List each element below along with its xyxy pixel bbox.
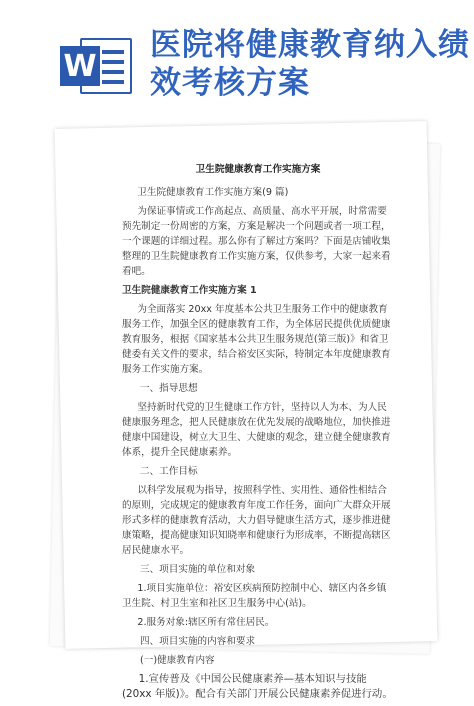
document-paragraph: 2.服务对象:辖区所有常住居民。	[137, 617, 275, 628]
document-paragraph: 坚持新时代党的卫生健康工作方针，坚持以人为本、为人民健康服务理念，把人民健康放在优先发展的战略地位，加快推进健康中国建设，树立大卫生、大健康的观念，建立健全健康教育体系，提升全民健康素养。	[122, 402, 391, 458]
word-letter-badge: W	[60, 46, 100, 86]
document-paragraph: 三、项目实施的单位和对象	[140, 564, 256, 575]
document-paragraph: 卫生院健康教育工作实施方案(9 篇)	[137, 187, 289, 198]
document-paragraph: (一)健康教育内容	[140, 655, 215, 666]
document-heading: 卫生院健康教育工作实施方案	[195, 164, 321, 175]
page-title: 医院将健康教育纳入绩效考核方案	[150, 27, 470, 101]
document-paragraph: 1.项目实施单位：裕安区疾病预防控制中心、辖区内各乡镇卫生院、村卫生室和社区卫生服务中心(站)。	[122, 583, 387, 609]
document-paragraph: 四、项目实施的内容和要求	[140, 636, 256, 647]
word-document-icon	[60, 38, 134, 94]
document-paragraph: 为全面落实 20xx 年度基本公共卫生服务工作中的健康教育服务工作，加强全区的健康教育工作，为全体居民提供优质健康教育服务，根据《国家基本公共卫生服务规范(第三版)》和省卫健委有关文件的要求，结合裕安区实际，特制定本年度健康教育服务工作实施方案。	[122, 304, 391, 375]
document-paragraph: 二、工作目标	[140, 466, 198, 477]
document-paragraph: 一、指导思想	[140, 383, 198, 394]
document-paragraph: 卫生院健康教育工作实施方案 1	[122, 285, 257, 296]
document-paragraphs	[122, 185, 394, 702]
document-paragraph: 1.宣传普及《中国公民健康素养—基本知识与技能 (20xx 年版)》。配合有关部门开展公民健康素养促进行动。	[122, 673, 393, 700]
document-paragraph: 为保证事情或工作高起点、高质量、高水平开展，时常需要预先制定一份周密的方案，方案是解决一个问题或者一项工程，一个课题的详细过程。那么你有了解过方案吗？下面是店铺收集整理的卫生院健康教育工作实施方案，仅供参考，大家一起来看看吧。	[122, 206, 391, 277]
document-paragraph: 以科学发展观为指导，按照科学性、实用性、通俗性相结合的原则，完成规定的健康教育年度工作任务，面向广大群众开展形式多样的健康教育活动，大力倡导健康生活方式，逐步推进健康策略，提高健康知识知晓率和健康行为形成率，不断提高辖区居民健康水平。	[122, 485, 391, 556]
document-body	[122, 162, 394, 706]
banner	[0, 0, 474, 120]
